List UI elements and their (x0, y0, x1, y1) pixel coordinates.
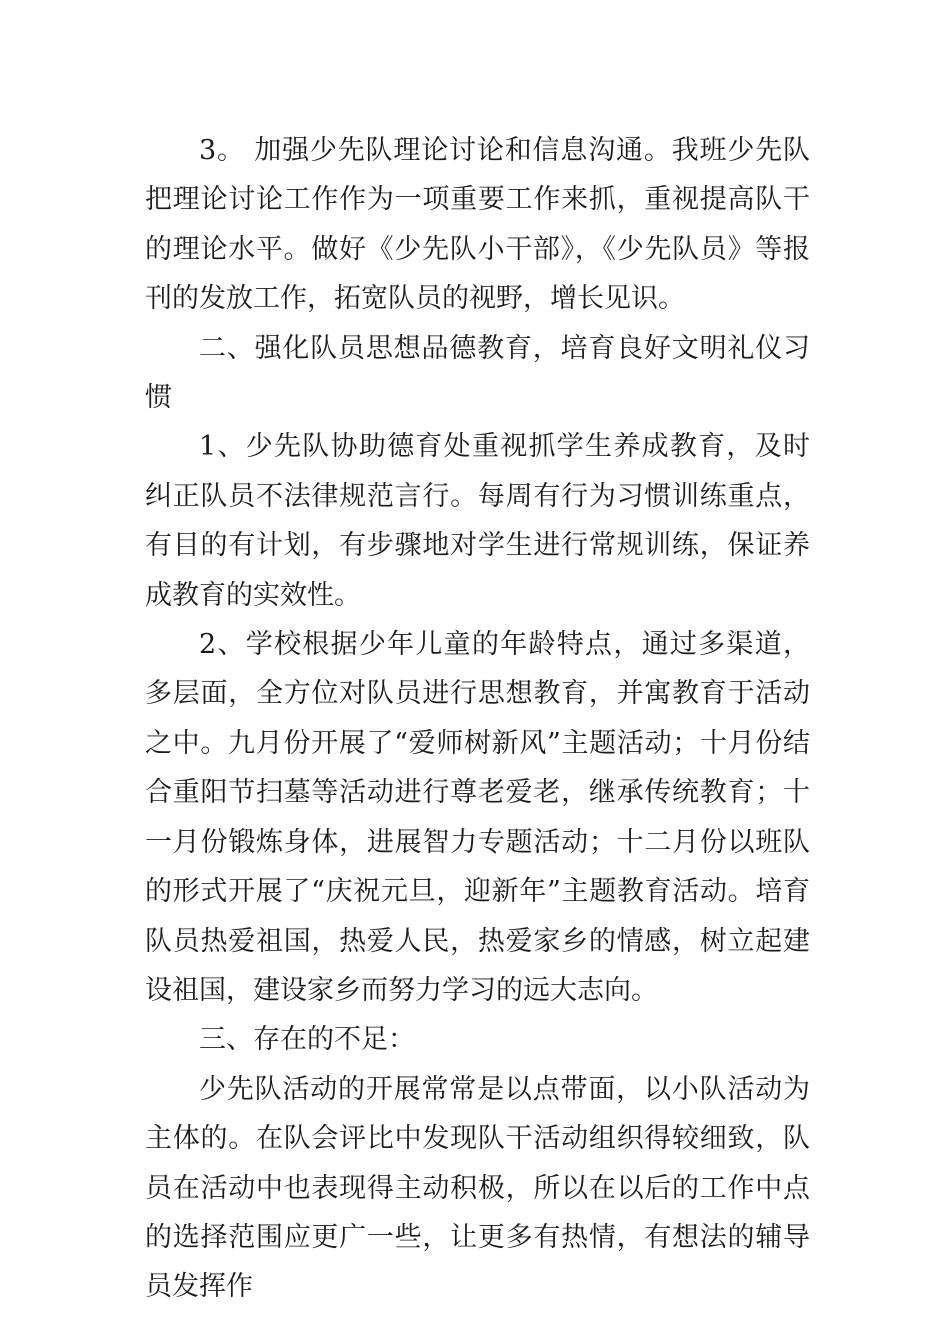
paragraph-3-shortcomings: 少先队活动的开展常常是以点带面，以小队活动为主体的。在队会评比中发现队干活动组织得较细致，队员在活动中也表现得主动积极，所以在以后的工作中点的选择范围应更广一些，让更多有热情，有想法的辅导员发挥作 (145, 1073, 810, 1303)
section-heading-3: 三、存在的不足： (199, 1024, 415, 1056)
paragraph-2-1-habit-education: 1、少先队协助德育处重视抓学生养成教育，及时纠正队员不法律规范言行。每周有行为习惯训练重点，有目的有计划，有步骤地对学生进行常规训练，保证养成教育的实效性。 (145, 431, 810, 611)
document-body (145, 126, 810, 1312)
section-heading-2: 二、强化队员思想品德教育，培育良好文明礼仪习惯 (145, 332, 810, 414)
paragraph-3-theory-communication: 3。 加强少先队理论讨论和信息沟通。我班少先队把理论讨论工作作为一项重要工作来抓，重视提高队干的理论水平。做好《少先队小干部》，《少先队员》等报刊的发放工作，拓宽队员的视野，增长见识。 (145, 135, 810, 315)
paragraph-2-2-moral-activities: 2、学校根据少年儿童的年龄特点，通过多渠道，多层面，全方位对队员进行思想教育，并寓教育于活动之中。九月份开展了“爱师树新风”主题活动；十月份结合重阳节扫墓等活动进行尊老爱老，继承传统教育；十一月份锻炼身体，进展智力专题活动；十二月份以班队的形式开展了“庆祝元旦，迎新年”主题教育活动。培育队员热爱祖国，热爱人民，热爱家乡的情感，树立起建设祖国，建设家乡而努力学习的远大志向。 (145, 629, 810, 1006)
